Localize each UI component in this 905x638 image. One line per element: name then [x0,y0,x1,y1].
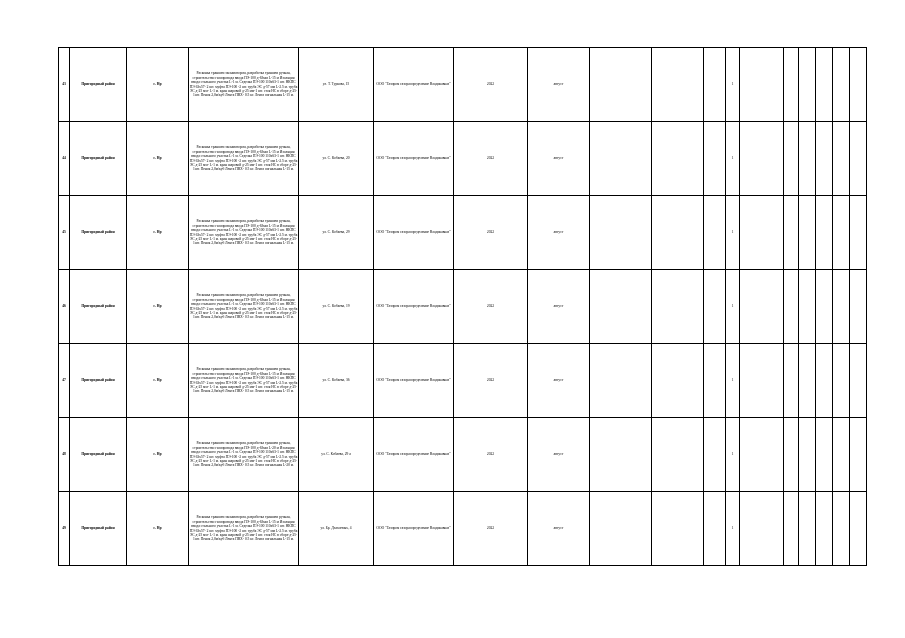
empty-cell [850,344,867,418]
village-cell: с. Нр [127,270,189,344]
row-number: 47 [59,344,70,418]
address-cell: ул. Бр. Дзахоевых, 4 [299,492,374,566]
table-row [59,270,867,344]
empty-cell [652,48,704,122]
empty-cell [704,344,726,418]
month-cell: август [528,48,590,122]
work-description-cell: Расконка траншеи экскаватором, разработка траншеи ручная, строительство газопровода ввода ПЭ-100 д-63мм L-15 м Изоляция ввода стального участка L-1 м. Седелка ПЭ-100 110х63-1 шт. НКПС ПЭ 63х57- 2 шт. муфта ПЭ-100 -2 шт. труба ЭС д-57 мм L-2.5 м. труба ЭС д-25 мм- L-1 м. кран шаровой д-25 мм-1 шт. стоя НС в сборе д-25-1шт. Пенок 2,0м/куб Лента ПВХ- 0.5 кг. Лента сигнальная L-15 м. [189,196,299,270]
empty-cell [590,122,652,196]
organization-cell: ООО "Газпром газораспределение Владикавказ" [374,270,454,344]
year-cell: 2022 [454,196,528,270]
month-cell: август [528,196,590,270]
empty-cell [833,48,850,122]
empty-cell [740,122,784,196]
empty-cell [784,418,799,492]
empty-cell [799,418,816,492]
district-cell: Пригородный район [70,48,127,122]
work-description-cell: Расконка траншеи экскаватором, разработка траншеи ручная, строительство газопровода ввода ПЭ-100 д-63мм L-20 м Изоляция ввода стального участка L-1 м. Седелка ПЭ-100 110х63-1 шт. НКПС ПЭ 63х57- 2 шт. муфта ПЭ-100 -2 шт. труба ЭС д-57 мм L-2.5 м. труба ЭС д-25 мм- L-1 м. кран шаровой д-25 мм-1 шт. стоя НС в сборе д-25-1шт. Пенок 2,0м/куб Лента ПВХ- 0.5 кг. Лента сигнальная L-20 м. [189,418,299,492]
month-cell: август [528,270,590,344]
empty-cell [590,270,652,344]
empty-cell [799,344,816,418]
empty-cell [816,418,833,492]
organization-cell: ООО "Газпром газораспределение Владикавказ" [374,196,454,270]
table-row [59,122,867,196]
empty-cell [850,48,867,122]
empty-cell [799,122,816,196]
empty-cell [590,492,652,566]
organization-cell: ООО "Газпром газораспределение Владикавказ" [374,48,454,122]
empty-cell [833,344,850,418]
year-cell: 2022 [454,122,528,196]
empty-cell [833,122,850,196]
empty-cell [833,418,850,492]
empty-cell [816,48,833,122]
empty-cell [799,48,816,122]
empty-cell [590,418,652,492]
empty-cell [590,344,652,418]
empty-cell [816,270,833,344]
empty-cell [784,48,799,122]
district-cell: Пригородный район [70,270,127,344]
work-description-cell: Расконка траншеи экскаватором, разработка траншеи ручная, строительство газопровода ввода ПЭ-100 д-63мм L-15 м Изоляция ввода стального участка L-1 м. Седелка ПЭ-100 110х63-1 шт. НКПС ПЭ 63х57- 2 шт. муфта ПЭ-100 -2 шт. труба ЭС д-57 мм L-2.5 м. труба ЭС д-25 мм- L-1 м. кран шаровой д-25 мм-1 шт. стоя НС в сборе д-25-1шт. Пенок 2,0м/куб Лента ПВХ- 0.5 кг. Лента сигнальная L-15 м. [189,122,299,196]
year-cell: 2022 [454,48,528,122]
empty-cell [740,492,784,566]
empty-cell [799,270,816,344]
empty-cell [833,270,850,344]
empty-cell [704,492,726,566]
empty-cell [704,196,726,270]
empty-cell [652,122,704,196]
empty-cell [784,196,799,270]
organization-cell: ООО "Газпром газораспределение Владикавказ" [374,122,454,196]
address-cell: ул. С. Кобаева, 20 [299,122,374,196]
district-cell: Пригородный район [70,122,127,196]
empty-cell [652,418,704,492]
district-cell: Пригородный район [70,418,127,492]
month-cell: август [528,344,590,418]
district-cell: Пригородный район [70,344,127,418]
quantity-cell: 1 [726,418,740,492]
row-number: 49 [59,492,70,566]
empty-cell [740,48,784,122]
address-cell: ул. Т. Туркова, 15 [299,48,374,122]
empty-cell [704,48,726,122]
row-number: 45 [59,196,70,270]
quantity-cell: 1 [726,492,740,566]
village-cell: с. Нр [127,492,189,566]
quantity-cell: 1 [726,122,740,196]
empty-cell [816,344,833,418]
address-cell: ул. С. Кобаева, 29 [299,196,374,270]
table-row [59,344,867,418]
row-number: 43 [59,48,70,122]
address-cell: ул. С. Кобаева, 29 а [299,418,374,492]
quantity-cell: 1 [726,270,740,344]
quantity-cell: 1 [726,48,740,122]
empty-cell [850,492,867,566]
year-cell: 2022 [454,492,528,566]
table-row [59,48,867,122]
empty-cell [799,196,816,270]
empty-cell [816,122,833,196]
table-row [59,196,867,270]
row-number: 46 [59,270,70,344]
empty-cell [740,344,784,418]
empty-cell [833,492,850,566]
village-cell: с. Нр [127,418,189,492]
address-cell: ул. С. Кобаева, 36 [299,344,374,418]
work-description-cell: Расконка траншеи экскаватором, разработка траншеи ручная, строительство газопровода ввода ПЭ-100 д-63мм L-15 м Изоляция ввода стального участка L-1 м. Седелка ПЭ-100 110х63-1 шт. НКПС ПЭ 63х57- 2 шт. муфта ПЭ-100 -2 шт. труба ЭС д-57 мм L-2.5 м. труба ЭС д-25 мм- L-1 м. кран шаровой д-25 мм-1 шт. стоя НС в сборе д-25-1шт. Пенок 2,0м/куб Лента ПВХ- 0.5 кг. Лента сигнальная L-15 м. [189,492,299,566]
empty-cell [740,270,784,344]
month-cell: август [528,418,590,492]
village-cell: с. Нр [127,344,189,418]
month-cell: август [528,122,590,196]
empty-cell [590,48,652,122]
table-row [59,492,867,566]
empty-cell [784,492,799,566]
empty-cell [590,196,652,270]
quantity-cell: 1 [726,344,740,418]
empty-cell [652,492,704,566]
village-cell: с. Нр [127,122,189,196]
district-cell: Пригородный район [70,196,127,270]
empty-cell [784,270,799,344]
organization-cell: ООО "Газпром газораспределение Владикавказ" [374,418,454,492]
empty-cell [652,270,704,344]
work-description-cell: Расконка траншеи экскаватором, разработка траншеи ручная, строительство газопровода ввода ПЭ-100 д-63мм L-15 м Изоляция ввода стального участка L-1 м. Седелка ПЭ-100 110х63-1 шт. НКПС ПЭ 63х57- 2 шт. муфта ПЭ-100 -2 шт. труба ЭС д-57 мм L-2.5 м. труба ЭС д-25 мм- L-1 м. кран шаровой д-25 мм-1 шт. стоя НС в сборе д-25-1шт. Пенок 2,0м/куб Лента ПВХ- 0.5 кг. Лента сигнальная L-15 м. [189,48,299,122]
empty-cell [816,196,833,270]
empty-cell [833,196,850,270]
year-cell: 2022 [454,344,528,418]
row-number: 48 [59,418,70,492]
empty-cell [850,122,867,196]
table-row [59,418,867,492]
empty-cell [850,418,867,492]
empty-cell [784,344,799,418]
empty-cell [816,492,833,566]
row-number: 44 [59,122,70,196]
empty-cell [704,418,726,492]
works-table [58,47,867,566]
month-cell: август [528,492,590,566]
empty-cell [652,344,704,418]
address-cell: ул. С. Кобаева, 19 [299,270,374,344]
year-cell: 2022 [454,418,528,492]
work-description-cell: Расконка траншеи экскаватором, разработка траншеи ручная, строительство газопровода ввода ПЭ-100 д-63мм L-15 м Изоляция ввода стального участка L-1 м. Седелка ПЭ-100 110х63-1 шт. НКПС ПЭ 63х57- 2 шт. муфта ПЭ-100 -2 шт. труба ЭС д-57 мм L-2.5 м. труба ЭС д-25 мм- L-1 м. кран шаровой д-25 мм-1 шт. стоя НС в сборе д-25-1шт. Пенок 2,0м/куб Лента ПВХ- 0.5 кг. Лента сигнальная L-15 м. [189,270,299,344]
village-cell: с. Нр [127,196,189,270]
organization-cell: ООО "Газпром газораспределение Владикавказ" [374,344,454,418]
empty-cell [850,270,867,344]
empty-cell [784,122,799,196]
empty-cell [704,122,726,196]
empty-cell [652,196,704,270]
empty-cell [740,196,784,270]
district-cell: Пригородный район [70,492,127,566]
empty-cell [850,196,867,270]
village-cell: с. Нр [127,48,189,122]
quantity-cell: 1 [726,196,740,270]
work-description-cell: Расконка траншеи экскаватором, разработка траншеи ручная, строительство газопровода ввода ПЭ-100 д-63мм L-15 м Изоляция ввода стального участка L-1 м. Седелка ПЭ-100 110х63-1 шт. НКПС ПЭ 63х57- 2 шт. муфта ПЭ-100 -2 шт. труба ЭС д-57 мм L-2.5 м. труба ЭС д-25 мм- L-1 м. кран шаровой д-25 мм-1 шт. стоя НС в сборе д-25-1шт. Пенок 2,0м/куб Лента ПВХ- 0.5 кг. Лента сигнальная L-15 м. [189,344,299,418]
empty-cell [704,270,726,344]
organization-cell: ООО "Газпром газораспределение Владикавказ" [374,492,454,566]
empty-cell [740,418,784,492]
empty-cell [799,492,816,566]
year-cell: 2022 [454,270,528,344]
